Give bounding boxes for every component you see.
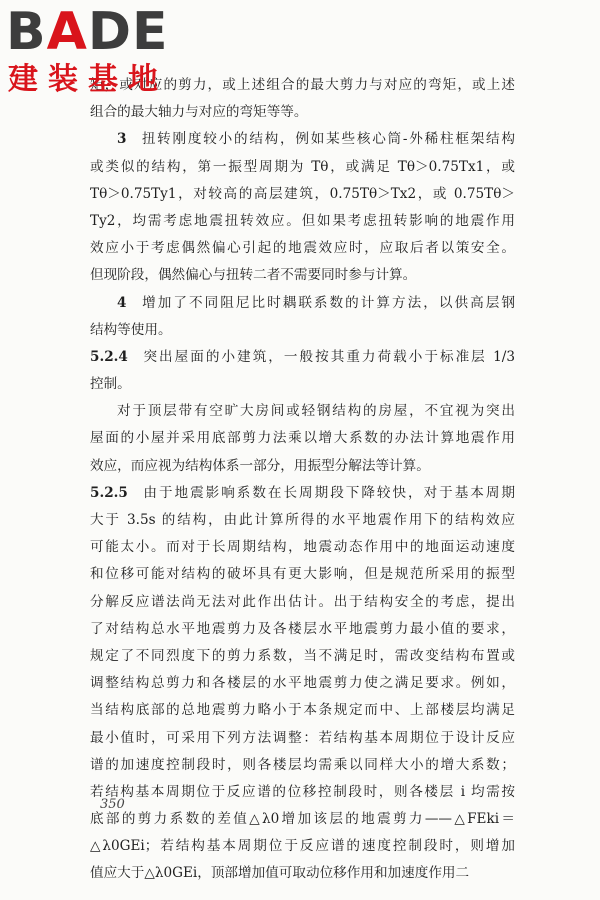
text-line xyxy=(90,670,515,697)
text-line xyxy=(90,589,515,616)
text-line xyxy=(90,453,515,480)
line-text: 效应，而应视为结构体系一部分，用振型分解法等计算。 xyxy=(90,457,430,474)
text-line xyxy=(90,507,515,534)
paragraph xyxy=(90,480,515,888)
line-text: 谱的加速度控制段时，则各楼层均需乘以同样大小的增大系数； xyxy=(90,756,515,773)
line-text: 增加了不同阻尼比时耦联系数的计算方法，以供高层钢 xyxy=(140,294,515,311)
text-line xyxy=(90,344,515,371)
text-line xyxy=(90,262,515,289)
line-text: Ty2，均需考虑地震扭转效应。但如果考虑扭转影响的地震作用 xyxy=(90,212,515,229)
line-text: 控制。 xyxy=(90,376,131,393)
publisher-logo xyxy=(6,4,186,100)
text-line xyxy=(90,833,515,860)
paragraph xyxy=(90,126,515,289)
text-line xyxy=(90,697,515,724)
text-line xyxy=(90,154,515,181)
text-line xyxy=(90,235,515,262)
text-line xyxy=(90,290,515,317)
line-text: 值应大于△λ0GEi，顶部增加值可取动位移作用和加速度作用二 xyxy=(90,865,470,882)
text-line xyxy=(90,806,515,833)
line-text: 结构等使用。 xyxy=(90,321,172,338)
text-line xyxy=(90,425,515,452)
line-text: 最小值时，可采用下列方法调整：若结构基本周期位于设计反应 xyxy=(90,729,515,746)
line-text: 可能太小。而对于长周期结构，地震动态作用中的地面运动速度 xyxy=(90,539,515,556)
item-number: 3 xyxy=(117,131,127,148)
line-text: 效应小于考虑偶然偏心引起的地震效应时，应取后者以策安全。 xyxy=(90,240,515,257)
text-line xyxy=(90,725,515,752)
text-line xyxy=(90,181,515,208)
line-text: 或类似的结构，第一振型周期为 Tθ，或满足 Tθ＞0.75Tx1，或 xyxy=(90,158,515,175)
page-body xyxy=(90,72,515,888)
line-text: 调整结构总剪力和各楼层的水平地震剪力使之满足要求。例如， xyxy=(90,675,515,692)
line-text: △λ0GEi；若结构基本周期位于反应谱的速度控制段时，则增加 xyxy=(90,838,515,855)
line-text: 屋面的小屋并采用底部剪力法乘以增大系数的办法计算地震作用 xyxy=(90,430,515,447)
paragraph xyxy=(90,344,515,398)
line-text: 分解反应谱法尚无法对此作出估计。出于结构安全的考虑，提出 xyxy=(90,593,515,610)
text-line xyxy=(90,643,515,670)
line-text: 对于顶层带有空旷大房间或轻钢结构的房屋，不宜视为突出 xyxy=(117,403,515,420)
line-text: 若结构基本周期位于反应谱的位移控制段时，则各楼层 i 均需按 xyxy=(90,783,515,800)
line-text: 突出屋面的小建筑，一般按其重力荷载小于标准层 1/3 xyxy=(141,348,515,365)
section-number: 5.2.4 xyxy=(90,348,128,365)
paragraph xyxy=(90,398,515,480)
paragraph xyxy=(90,290,515,344)
page-number: 350 xyxy=(100,797,125,812)
line-text: 扭转刚度较小的结构，例如某些核心筒-外稀柱框架结构 xyxy=(140,131,515,148)
text-line xyxy=(90,779,515,806)
text-line xyxy=(90,398,515,425)
text-line xyxy=(90,616,515,643)
line-text: 但现阶段，偶然偏心与扭转二者不需要同时参与计算。 xyxy=(90,267,417,284)
text-line xyxy=(90,860,515,887)
line-text: 规定了不同烈度下的剪力系数，当不满足时，需改变结构布置或 xyxy=(90,647,515,664)
line-text: 底部的剪力系数的差值△λ0增加该层的地震剪力——△FEki＝ xyxy=(90,811,515,828)
line-text: 由于地震影响系数在长周期段下降较快，对于基本周期 xyxy=(141,484,515,501)
text-line xyxy=(90,317,515,344)
line-text: Tθ＞0.75Ty1，对较高的高层建筑，0.75Tθ＞Tx2，或 0.75Tθ＞ xyxy=(90,185,515,202)
text-line xyxy=(90,208,515,235)
section-number: 5.2.5 xyxy=(90,484,128,501)
line-text: 和位移可能对结构的破坏具有更大影响，但是规范所采用的振型 xyxy=(90,566,515,583)
text-line xyxy=(90,561,515,588)
text-line xyxy=(90,99,515,126)
logo-subtitle: 建装基地 xyxy=(8,62,168,97)
line-text: 了对结构总水平地震剪力及各楼层水平地震剪力最小值的要求， xyxy=(90,620,515,637)
text-line xyxy=(90,480,515,507)
text-line xyxy=(90,371,515,398)
logo-wordmark: BADE xyxy=(6,2,169,62)
line-text: 矩，或对应的剪力，或上述组合的最大剪力与对应的弯矩，或上述 xyxy=(90,77,515,93)
line-text: 组合的最大轴力与对应的弯矩等等。 xyxy=(90,104,308,121)
line-text: 大于 3.5s 的结构，由此计算所得的水平地震作用下的结构效应 xyxy=(90,512,515,528)
item-number: 4 xyxy=(117,294,127,311)
text-line xyxy=(90,126,515,153)
line-text: 当结构底部的总地震剪力略小于本条规定而中、上部楼层均满足 xyxy=(90,702,515,719)
text-line xyxy=(90,752,515,779)
text-line xyxy=(90,534,515,561)
